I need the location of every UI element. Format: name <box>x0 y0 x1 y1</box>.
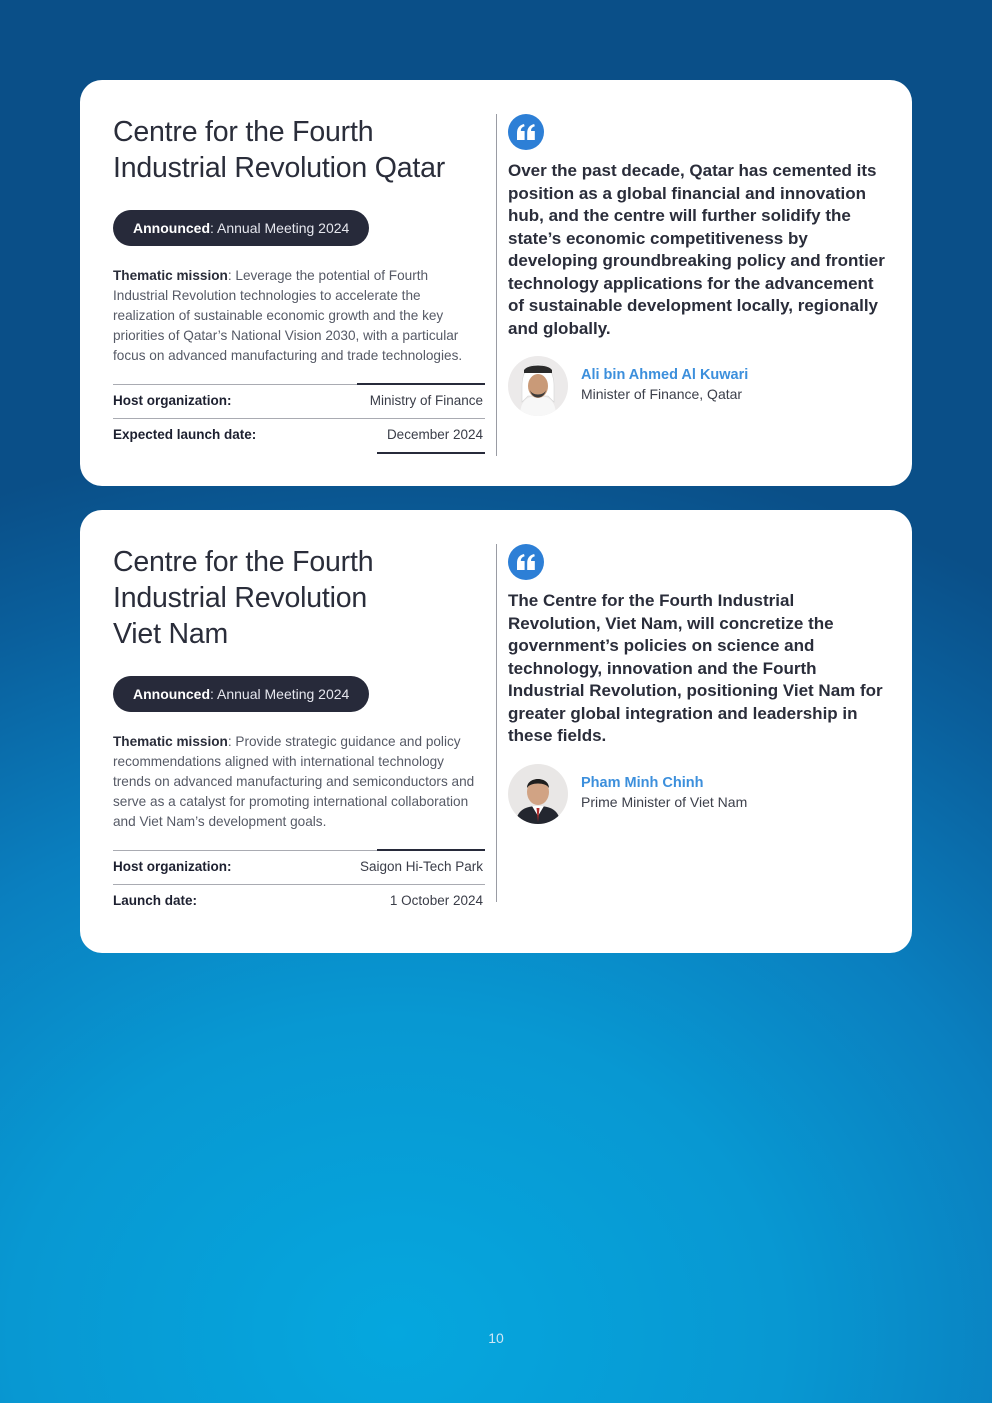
avatar <box>508 764 568 824</box>
centre-details <box>113 544 485 918</box>
announced-badge: Announced: Annual Meeting 2024 <box>113 676 369 712</box>
info-row-host: Host organization: Ministry of Finance <box>113 384 485 418</box>
quote-author <box>508 356 888 416</box>
announced-badge: Announced: Annual Meeting 2024 <box>113 210 369 246</box>
column-divider <box>496 544 497 902</box>
info-table <box>113 850 485 918</box>
quote-text: The Centre for the Fourth Industrial Revolution, Viet Nam, will concretize the government’s policies on science and technology, innovation and the Fourth Industrial Revolution, positioning Viet Nam for greater global integration and leadership in these fields. <box>508 591 883 745</box>
quote-author <box>508 764 888 824</box>
person-role: Minister of Finance, Qatar <box>581 386 743 402</box>
column-divider <box>496 114 497 456</box>
info-row-host: Host organization: Saigon Hi-Tech Park <box>113 850 485 884</box>
page-number: 10 <box>488 1330 504 1346</box>
person-role: Prime Minister of Viet Nam <box>581 793 748 810</box>
quote-block <box>508 114 888 416</box>
avatar <box>508 356 568 416</box>
person-name: Pham Minh Chinh <box>581 774 704 791</box>
centre-card-viet-nam <box>80 510 912 953</box>
info-row-launch-date: Launch date: 1 October 2024 <box>113 884 485 918</box>
centre-card-qatar <box>80 80 912 486</box>
centre-title: Centre for the Fourth Industrial Revolution Qatar <box>113 116 446 184</box>
quote-block <box>508 544 888 824</box>
info-row-launch-date: Expected launch date: December 2024 <box>113 418 485 452</box>
thematic-mission: Thematic mission: Provide strategic guidance and policy recommendations aligned with international technology trends on advanced manufacturing and semiconductors and serve as a catalyst for promoting international collaboration and Viet Nam’s development goals. <box>113 734 475 829</box>
quote-icon <box>508 544 544 580</box>
centre-details <box>113 114 485 452</box>
quote-icon <box>508 114 544 150</box>
person-name: Ali bin Ahmed Al Kuwari <box>581 367 749 383</box>
info-table <box>113 384 485 452</box>
thematic-mission: Thematic mission: Leverage the potential of Fourth Industrial Revolution technologies to accelerate the realization of sustainable economic growth and the key priorities of Qatar’s National Vision 2030, with a particular focus on advanced manufacturing and trade technologies. <box>113 268 463 363</box>
centre-title: Centre for the Fourth Industrial Revolution Viet Nam <box>113 546 374 650</box>
quote-text: Over the past decade, Qatar has cemented its position as a global financial and innovation hub, and the centre will further solidify the state’s economic competitiveness by developing groundbreaking policy and frontier technology applications for the advancement of sustainable development locally, regionally and globally. <box>508 161 885 338</box>
